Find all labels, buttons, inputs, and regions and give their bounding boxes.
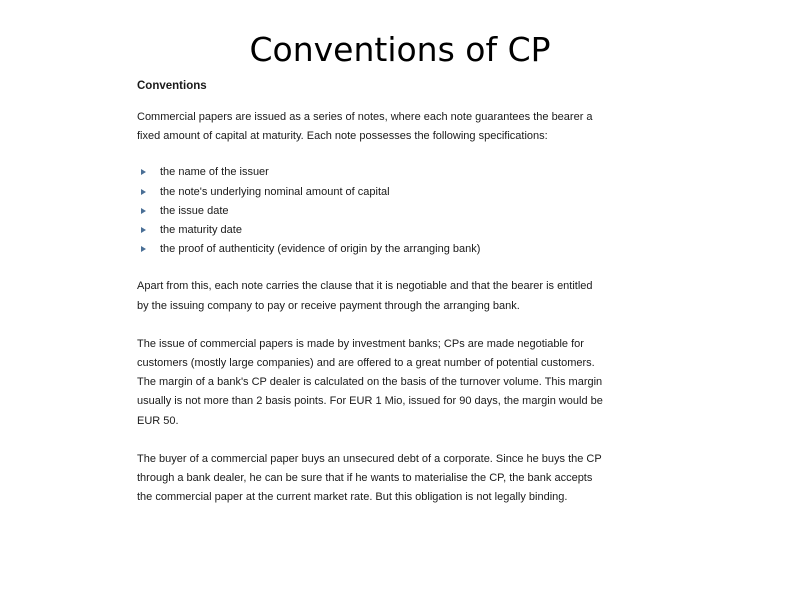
document-heading: Conventions [137,80,207,92]
specification-list [137,163,607,259]
list-item-text: the proof of authenticity (evidence of origin by the arranging bank) [160,243,481,256]
list-item-text: the note's underlying nominal amount of capital [160,185,390,198]
list-item [137,163,607,182]
intro-paragraph: Commercial papers are issued as a series of notes, where each note guarantees the bearer a fixed amount of capital at maturity. Each note possesses the following specifications: [137,111,593,143]
triangle-bullet-icon [141,246,146,252]
triangle-bullet-icon [141,208,146,214]
negotiable-clause-paragraph: Apart from this, each note carries the clause that it is negotiable and that the bearer is entitled by the issuing company to pay or receive payment through the arranging bank. [137,280,593,312]
list-item [137,240,607,259]
list-item [137,221,607,240]
slide-title: Conventions of CP [249,30,551,69]
triangle-bullet-icon [141,227,146,233]
issuance-paragraph: The issue of commercial papers is made by investment banks; CPs are made negotiable for customers (mostly large companies) and are offered to a great number of potential customers. The margin of a bank's CP dealer is calculated on the basis of the turnover volume. This margin usually is not more than 2 basis points. For EUR 1 Mio, issued for 90 days, the margin would be EUR 50. [137,337,603,427]
list-item-text: the name of the issuer [160,166,269,179]
list-item [137,183,607,202]
list-item-text: the issue date [160,204,229,217]
list-item [137,202,607,221]
document-body [137,78,607,507]
buyer-paragraph: The buyer of a commercial paper buys an unsecured debt of a corporate. Since he buys the CP through a bank dealer, he can be sure that if he wants to materialise the CP, the bank accepts the commercial paper at the current market rate. But this obligation is not legally binding. [137,452,602,504]
list-item-text: the maturity date [160,224,242,237]
triangle-bullet-icon [141,169,146,175]
triangle-bullet-icon [141,189,146,195]
